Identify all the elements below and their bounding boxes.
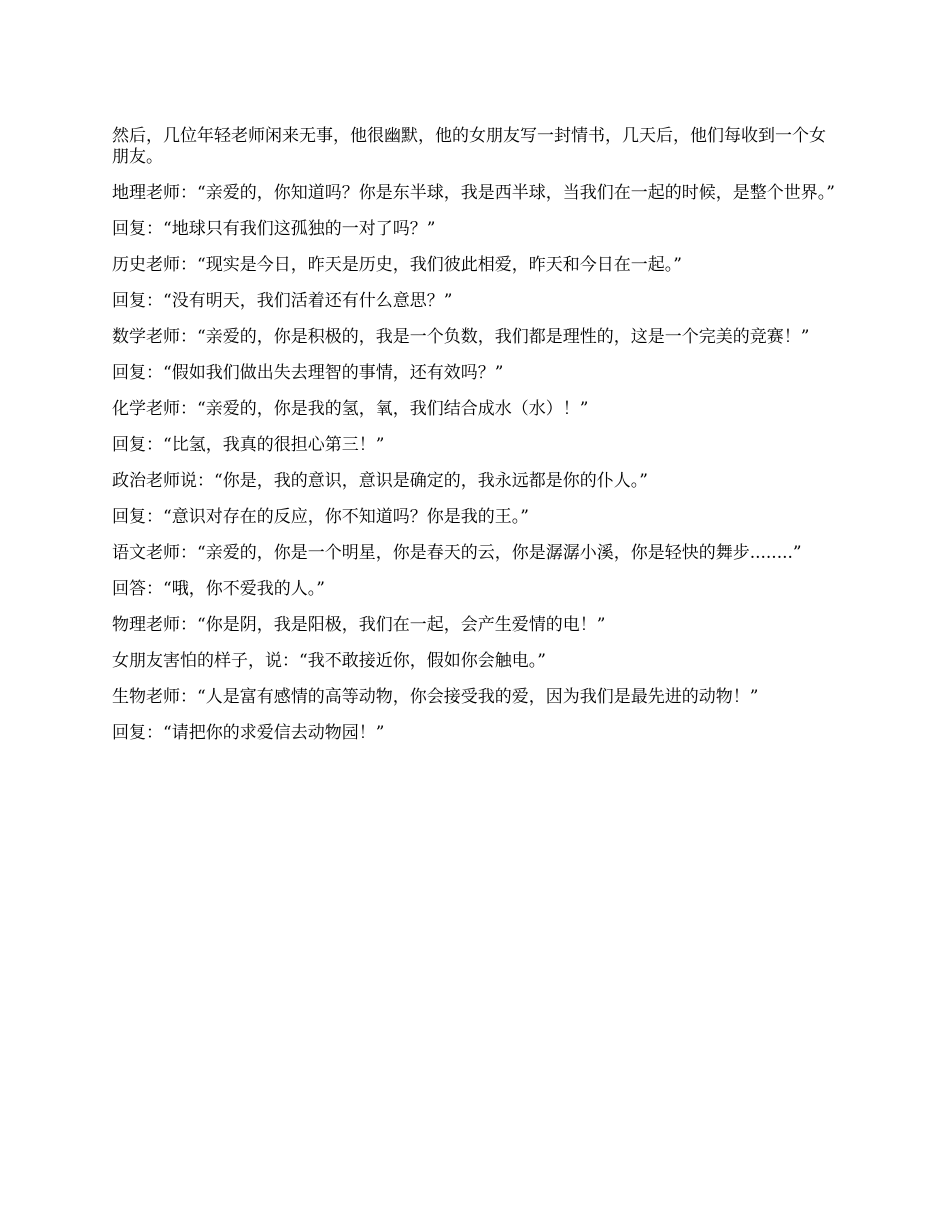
paragraph-physics-teacher: 物理老师：“你是阴，我是阳极，我们在一起，会产生爱情的电！”: [112, 615, 606, 635]
paragraph-answer: 回答：“哦，你不爱我的人。”: [112, 579, 325, 599]
paragraph-chinese-teacher: 语文老师：“亲爱的，你是一个明星，你是春天的云，你是潺潺小溪，你是轻快的舞步........”: [112, 543, 802, 563]
paragraph-reply: 回复：“意识对存在的反应，你不知道吗？你是我的王。”: [112, 507, 529, 527]
paragraph-reply: 回复：“假如我们做出失去理智的事情，还有效吗？”: [112, 363, 504, 383]
paragraph-geography-teacher: 地理老师：“亲爱的，你知道吗？你是东半球，我是西半球，当我们在一起的时候，是整个世界。”: [112, 183, 835, 203]
paragraph-intro: 然后，几位年轻老师闲来无事，他很幽默，他的女朋友写一封情书，几天后，他们每收到一个女朋友。: [112, 126, 826, 167]
paragraph-chemistry-teacher: 化学老师：“亲爱的，你是我的氢，氧，我们结合成水（水）！”: [112, 399, 589, 419]
paragraph-girlfriend-reply: 女朋友害怕的样子，说：“我不敢接近你，假如你会触电。”: [112, 651, 546, 671]
document-body: [112, 126, 842, 759]
paragraph-politics-teacher: 政治老师说：“你是，我的意识，意识是确定的，我永远都是你的仆人。”: [112, 471, 648, 491]
paragraph-history-teacher: 历史老师：“现实是今日，昨天是历史，我们彼此相爱，昨天和今日在一起。”: [112, 255, 682, 275]
paragraph-biology-teacher: 生物老师：“人是富有感情的高等动物，你会接受我的爱，因为我们是最先进的动物！”: [112, 687, 759, 707]
paragraph-math-teacher: 数学老师：“亲爱的，你是积极的，我是一个负数，我们都是理性的，这是一个完美的竞赛！”: [112, 327, 810, 347]
paragraph-reply: 回复：“比氢，我真的很担心第三！”: [112, 435, 385, 455]
paragraph-reply: 回复：“地球只有我们这孤独的一对了吗？”: [112, 219, 436, 239]
paragraph-reply: 回复：“没有明天，我们活着还有什么意思？”: [112, 291, 453, 311]
paragraph-reply: 回复：“请把你的求爱信去动物园！”: [112, 723, 385, 743]
